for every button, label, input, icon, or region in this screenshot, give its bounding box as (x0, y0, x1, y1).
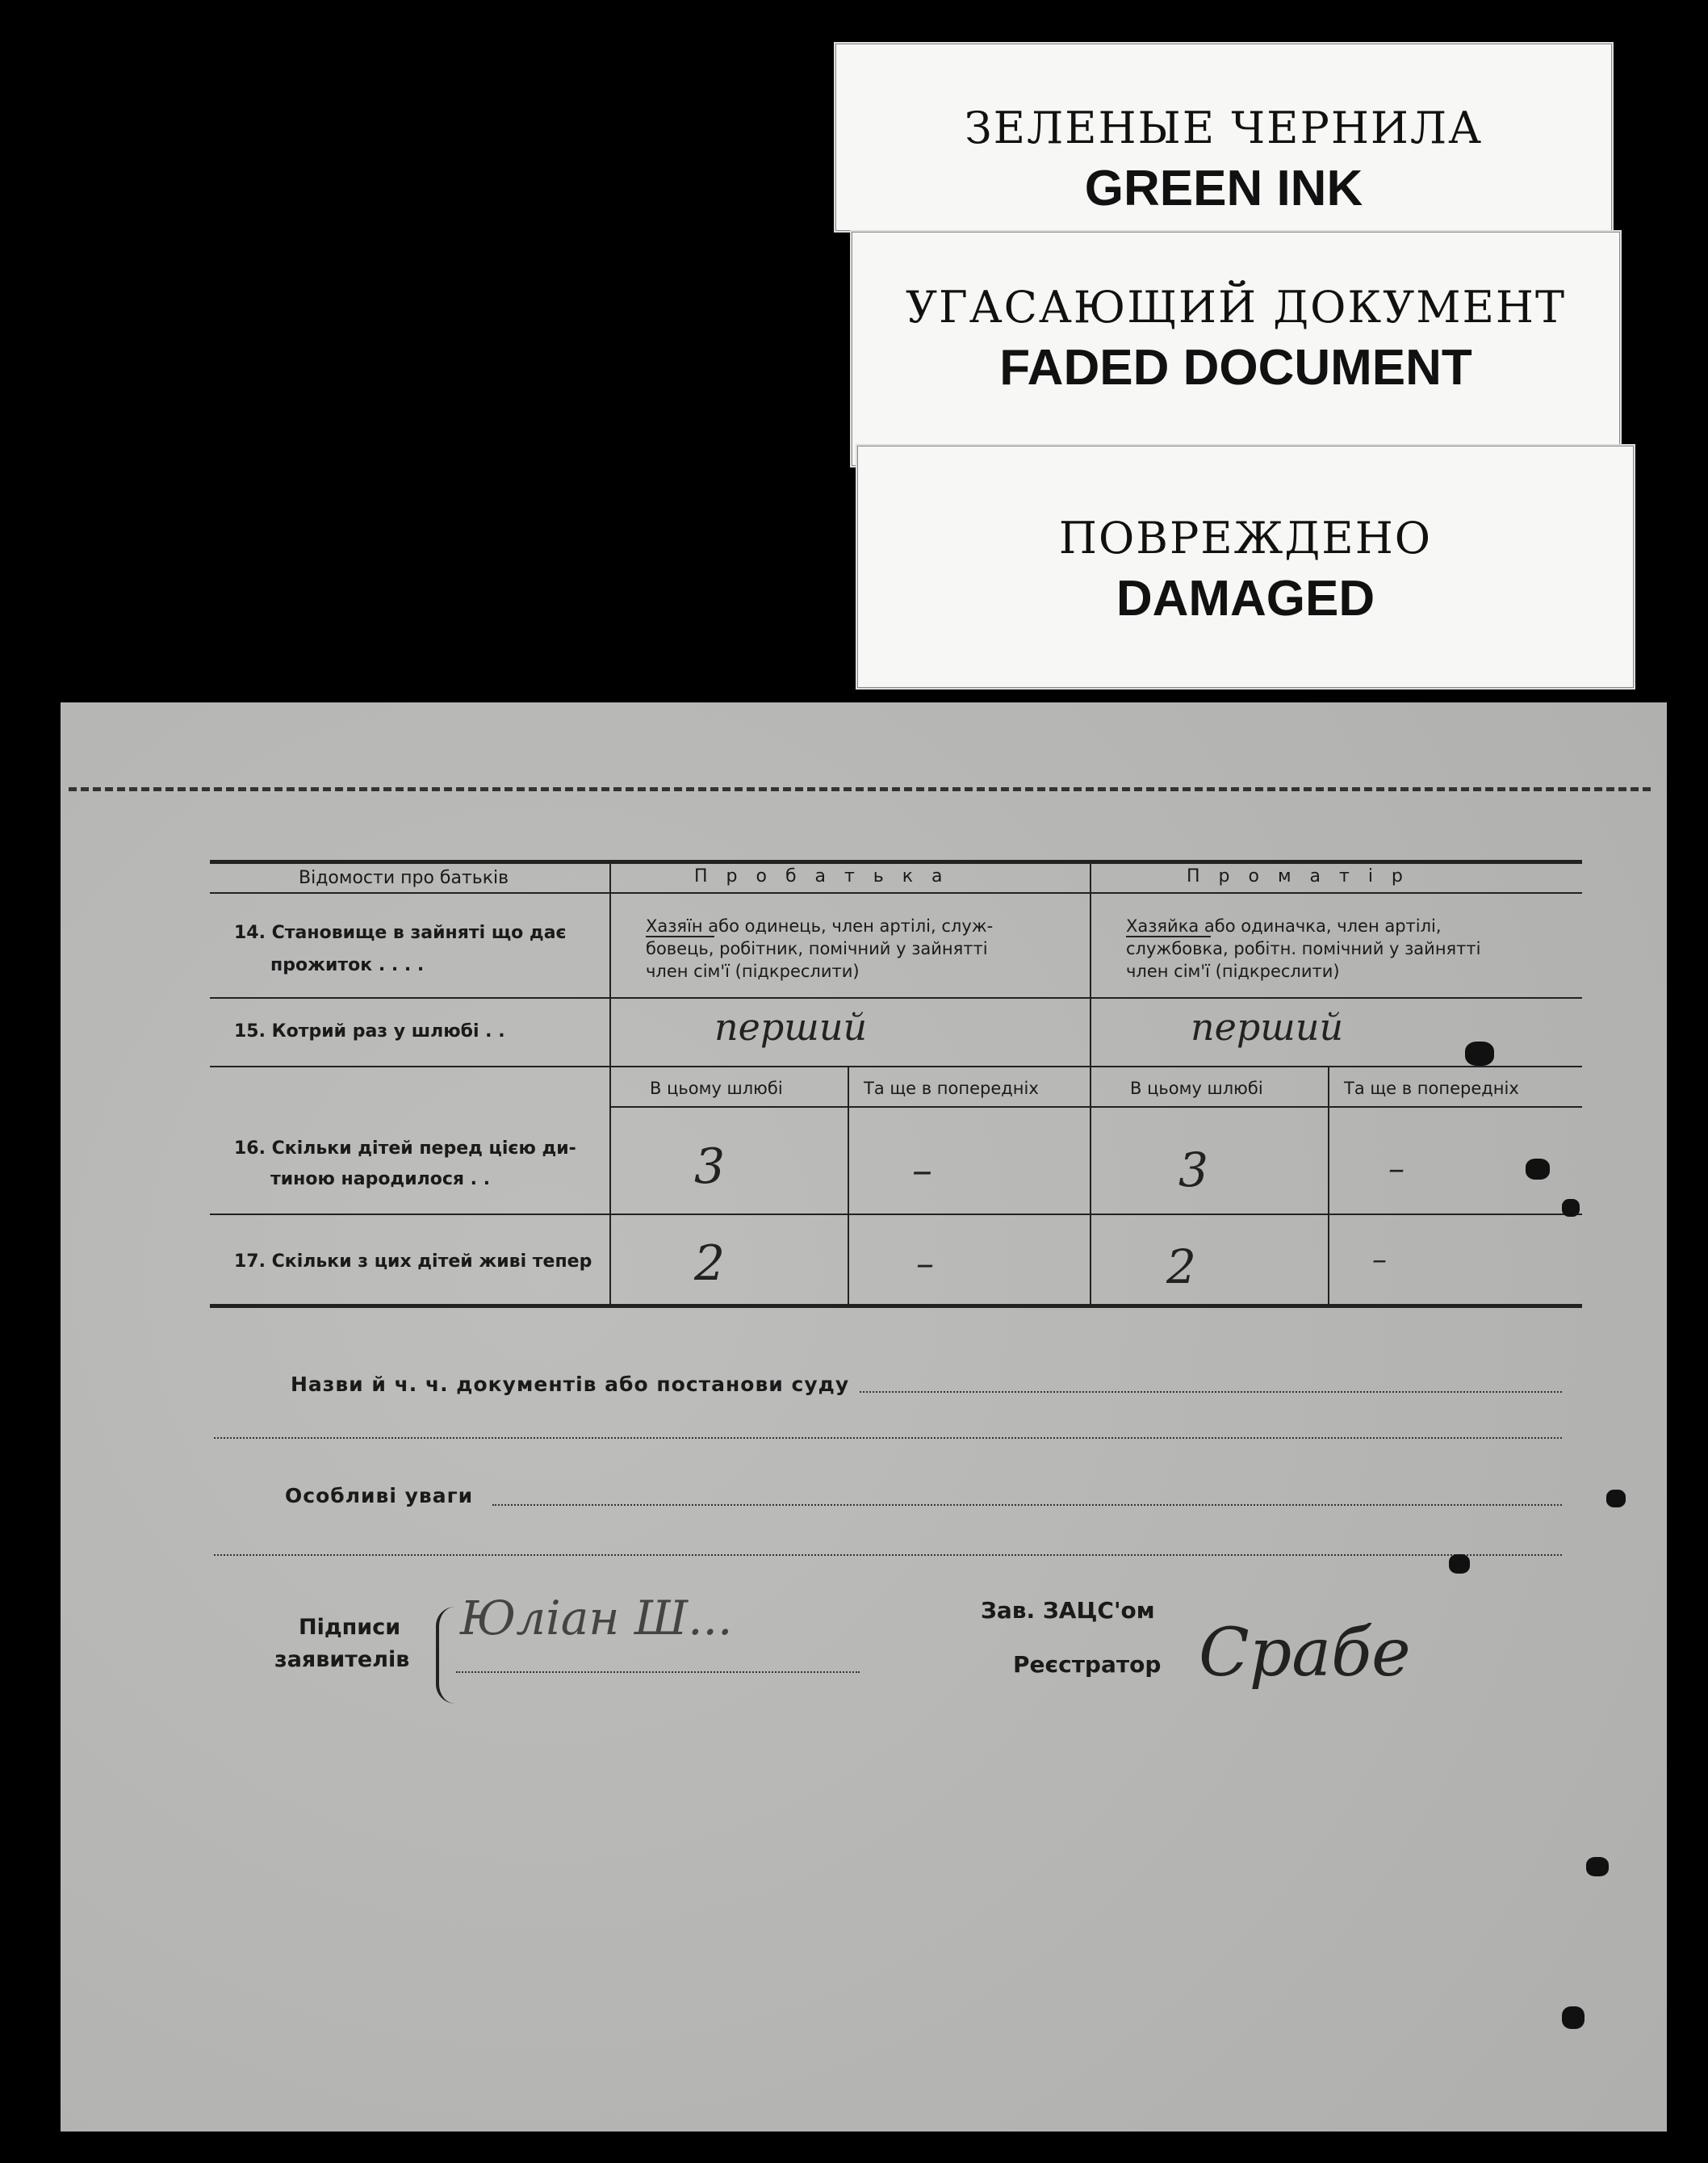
head-of-registry-label: Зав. ЗАЦС'ом (981, 1597, 1155, 1624)
signatures-label-line1: Підписи (299, 1615, 401, 1640)
row15-rule (210, 1066, 1582, 1067)
row14-mother-line1: Хазяйка або одиначка, член артілі, (1126, 916, 1442, 936)
applicant-signature-line (456, 1671, 860, 1673)
label-ru: УГАСАЮЩИЙ ДОКУМЕНТ (905, 282, 1567, 333)
documents-line-1 (860, 1391, 1562, 1393)
documents-label: Назви й ч. ч. документів або постанови суду (291, 1373, 850, 1396)
header-father: П р о б а т ь к а (694, 866, 949, 887)
row16-father-previous: – (912, 1146, 932, 1193)
col-divider-3 (848, 1066, 849, 1308)
damage-hole (1449, 1554, 1470, 1574)
row17-mother-previous: – (1372, 1243, 1387, 1276)
subheader-mother-previous: Та ще в попередніх (1344, 1079, 1519, 1098)
col-divider-2 (1090, 860, 1091, 1308)
row14-label-line2: прожиток . . . . (270, 955, 425, 975)
row16-mother-this: 3 (1178, 1142, 1208, 1197)
row14-father-line1: Хазяїн або одинець, член артілі, служ- (646, 916, 994, 936)
table-header-rule (210, 892, 1582, 894)
label-faded-document (850, 230, 1622, 467)
subheader-father-previous: Та ще в попередніх (864, 1079, 1039, 1098)
notes-line-1 (492, 1504, 1562, 1506)
label-ru: ЗЕЛЕНЫЕ ЧЕРНИЛА (965, 103, 1483, 153)
row14-father-line2: бовець, робітник, помічний у зайнятті (646, 939, 988, 958)
row17-father-previous: – (916, 1243, 934, 1285)
table-bottom-rule (210, 1304, 1582, 1308)
row16-mother-previous: – (1388, 1151, 1404, 1188)
documents-line-2 (214, 1437, 1562, 1439)
row17-mother-this: 2 (1166, 1239, 1196, 1294)
damage-hole (1586, 1857, 1609, 1876)
notes-line-2 (214, 1554, 1562, 1556)
label-en: GREEN INK (1084, 161, 1363, 216)
row17-label: 17. Скільки з цих дітей живі тепер (234, 1251, 592, 1272)
signatures-label-line2: заявителів (274, 1647, 410, 1672)
label-ru: ПОВРЕЖДЕНО (1058, 513, 1433, 564)
row16-label-line1: 16. Скільки дітей перед цією ди- (234, 1138, 576, 1159)
registration-form-page (61, 702, 1667, 2132)
label-en: DAMAGED (1116, 571, 1375, 627)
row16-father-this: 3 (694, 1138, 726, 1195)
row17-father-this: 2 (694, 1235, 726, 1292)
table-top-rule (210, 860, 1582, 864)
label-green-ink (834, 42, 1614, 233)
subheader-mother-this-marriage: В цьому шлюбі (1130, 1079, 1263, 1098)
subheader-father-this-marriage: В цьому шлюбі (650, 1079, 783, 1098)
damage-hole (1465, 1042, 1494, 1066)
registrar-signature: Срабе (1199, 1615, 1411, 1691)
applicant-signature: Юліан Ш... (460, 1591, 733, 1645)
label-en: FADED DOCUMENT (999, 340, 1472, 396)
header-mother: П р о м а т і р (1187, 866, 1409, 887)
damage-hole (1606, 1490, 1626, 1507)
row14-father-line3: член сім'ї (підкреслити) (646, 962, 860, 981)
row14-label-line1: 14. Становище в зайняті що дає (234, 923, 567, 943)
notes-label: Особливі уваги (285, 1484, 474, 1507)
header-parents-info: Відомости про батьків (299, 868, 509, 888)
registrar-label: Реєстратор (1013, 1651, 1162, 1678)
label-damaged (856, 444, 1635, 690)
row16-rule (210, 1214, 1582, 1215)
perforation-line (69, 787, 1651, 791)
row15-mother-handwritten: перший (1191, 1005, 1344, 1049)
damage-hole (1562, 1199, 1580, 1217)
underline-mother-owner (1126, 936, 1211, 937)
subheader-rule (609, 1106, 1582, 1108)
row14-rule (210, 997, 1582, 999)
row15-father-handwritten: перший (714, 1005, 868, 1049)
underline-father-owner (646, 936, 714, 937)
damage-hole (1562, 2006, 1585, 2029)
row15-label: 15. Котрий раз у шлюбі . . (234, 1021, 505, 1042)
col-divider-4 (1328, 1066, 1329, 1308)
row16-label-line2: тиною народилося . . (270, 1169, 491, 1189)
col-divider-1 (609, 860, 611, 1308)
signatures-brace (436, 1607, 455, 1704)
row14-mother-line2: службовка, робітн. помічний у зайнятті (1126, 939, 1481, 958)
damage-hole (1526, 1159, 1550, 1180)
row14-mother-line3: член сім'ї (підкреслити) (1126, 962, 1340, 981)
